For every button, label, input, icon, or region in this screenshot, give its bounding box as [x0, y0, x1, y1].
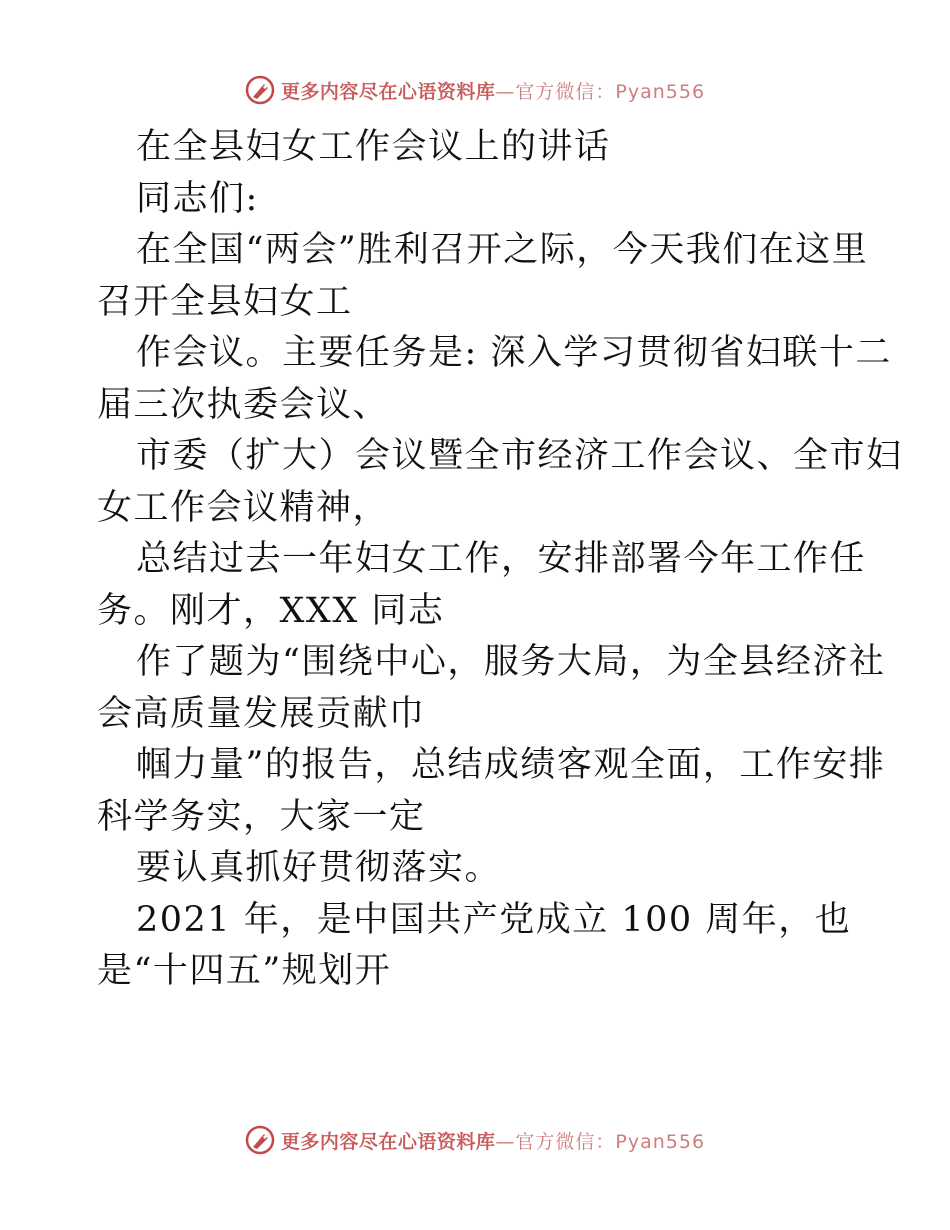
text-line: 作会议。主要任务是: 深入学习贯彻省妇联十二 — [136, 333, 892, 373]
text-line: 是“十四五”规划开 — [97, 951, 392, 991]
pen-nib-logo-icon — [245, 1125, 275, 1155]
text-line: 在全县妇女工作会议上的讲话 — [136, 127, 611, 167]
watermark-contact: —官方微信：Pyan556 — [495, 80, 706, 103]
text-line: 女工作会议精神， — [97, 487, 390, 528]
watermark-title: 更多内容尽在心语资料库 — [280, 1130, 496, 1153]
document-body — [97, 122, 903, 998]
text-line: 市委（扩大）会议暨全市经济工作会议、全市妇 — [136, 436, 903, 476]
text-line: 务。刚才，XXX 同志 — [97, 590, 445, 631]
text-line: 届三次执委会议、 — [97, 384, 390, 425]
text-line: 科学务实，大家一定 — [97, 796, 426, 837]
text-line: 帼力量”的报告，总结成绩客观全面，工作安排 — [136, 745, 886, 785]
text-line: 作了题为“围绕中心，服务大局，为全县经济社 — [136, 642, 886, 682]
watermark-contact: —官方微信：Pyan556 — [495, 1130, 706, 1153]
pen-nib-logo-icon — [245, 75, 275, 105]
text-line: 会高质量发展贡献巾 — [97, 693, 426, 734]
watermark-title: 更多内容尽在心语资料库 — [280, 80, 496, 103]
header-watermark — [0, 70, 950, 110]
text-line: 在全国“两会”胜利召开之际，今天我们在这里 — [136, 230, 869, 270]
text-line: 同志们: — [136, 178, 259, 219]
text-line: 召开全县妇女工 — [97, 281, 353, 322]
footer-watermark — [0, 1120, 950, 1160]
text-line: 要认真抓好贯彻落实。 — [136, 848, 502, 888]
text-line: 总结过去一年妇女工作，安排部署今年工作任 — [136, 539, 867, 579]
text-line: 2021 年，是中国共产党成立 100 周年，也 — [136, 899, 852, 940]
